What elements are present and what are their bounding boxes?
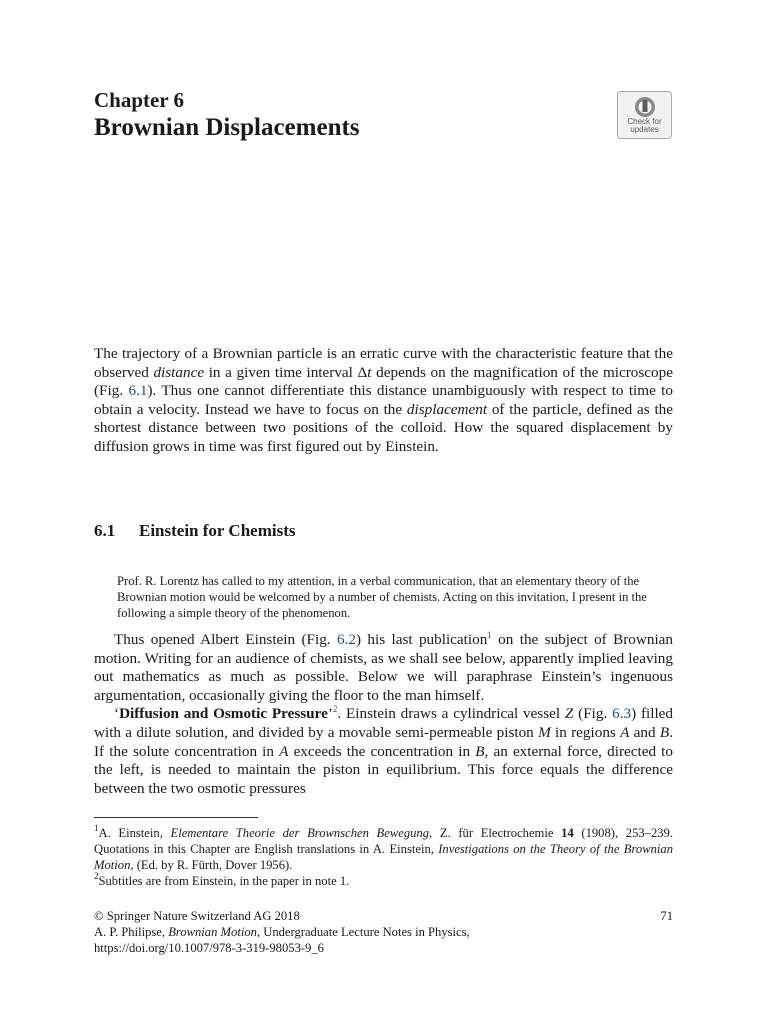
figure-link-6-2[interactable]: 6.2 xyxy=(336,631,356,648)
figure-link-6-3[interactable]: 6.3 xyxy=(612,705,632,723)
copyright-block xyxy=(94,908,673,956)
main-text xyxy=(94,631,673,798)
copyright-line: © Springer Nature Switzerland AG 2018 xyxy=(94,909,300,923)
footnote-ref-2[interactable]: 2 xyxy=(332,704,338,715)
block-quote: Prof. R. Lorentz has called to my attention, in a verbal communication, that an elementary theory of the Brownian motion would be welcomed by a number of chemists. Acting on this invitation, I present in the following a simple theory of the phenomenon. xyxy=(117,574,647,620)
section-heading xyxy=(94,521,295,541)
chapter-label: Chapter 6 xyxy=(94,88,185,112)
paragraph: ‘Diffusion and Osmotic Pressure’$^2$. Einstein draws a cylindrical vessel Z (Fig. 6.3) filled with a dilute solution, and divided by a movable semi-permeable piston M in regions A and B. If the solute concentration in A exceeds the concentration in B, an external force, directed to the left, is needed to maintain the piston in equilibrium. This force equals the difference between the two osmotic pressures xyxy=(94,704,673,797)
footnote-2: $^2$Subtitles are from Einstein, in the paper in note 1. xyxy=(94,871,350,888)
footnote-divider xyxy=(94,817,258,818)
check-updates-icon xyxy=(634,96,656,118)
figure-link-6-1[interactable]: 6.1 xyxy=(128,382,148,400)
badge-line2: updates xyxy=(630,125,659,134)
footnote-ref-1[interactable]: 1 xyxy=(487,630,492,640)
section-number: 6.1 xyxy=(94,521,116,540)
footnote-1: $^1$A. Einstein, Elementare Theorie der Brownschen Bewegung, Z. für Electrochemie 14 (1908), 253–239. Quotations in this Chapter are English translations in A. Einstein, Investigations on the Theory of the Brownian Motion, (Ed. by R. Fürth, Dover 1956). xyxy=(94,823,674,872)
book-citation: A. P. Philipse, Brownian Motion, Undergraduate Lecture Notes in Physics, xyxy=(94,925,470,939)
badge-line1: Check for xyxy=(627,117,662,126)
page-number: 71 xyxy=(660,909,673,923)
section-title: Einstein for Chemists xyxy=(139,521,296,540)
footnotes xyxy=(94,825,673,889)
intro-paragraph: The trajectory of a Brownian particle is an erratic curve with the characteristic feature that the observed distance in a given time interval Δt depends on the magnification of the microscope (Fig. 6.1). Thus one cannot differentiate this distance unambiguously with respect to time to obtain a velocity. Instead we have to focus on the displacement of the particle, defined as the shortest distance between two positions of the colloid. How the squared displacement by diffusion grows in time was first figured out by Einstein. xyxy=(94,345,673,455)
chapter-title: Brownian Displacements xyxy=(94,114,360,141)
paragraph: Thus opened Albert Einstein (Fig. 6.2) his last publication$^1$ on the subject of Brownian motion. Writing for an audience of chemists, as we shall see below, apparently implied leaving out mathematics as much as possible. Below we will paraphrase Einstein’s ingenuous argumentation, occasionally giving the floor to the man himself. xyxy=(94,630,673,704)
doi-link[interactable]: https://doi.org/10.1007/978-3-319-98053-9_6 xyxy=(94,941,324,955)
check-for-updates-badge[interactable] xyxy=(617,91,672,139)
